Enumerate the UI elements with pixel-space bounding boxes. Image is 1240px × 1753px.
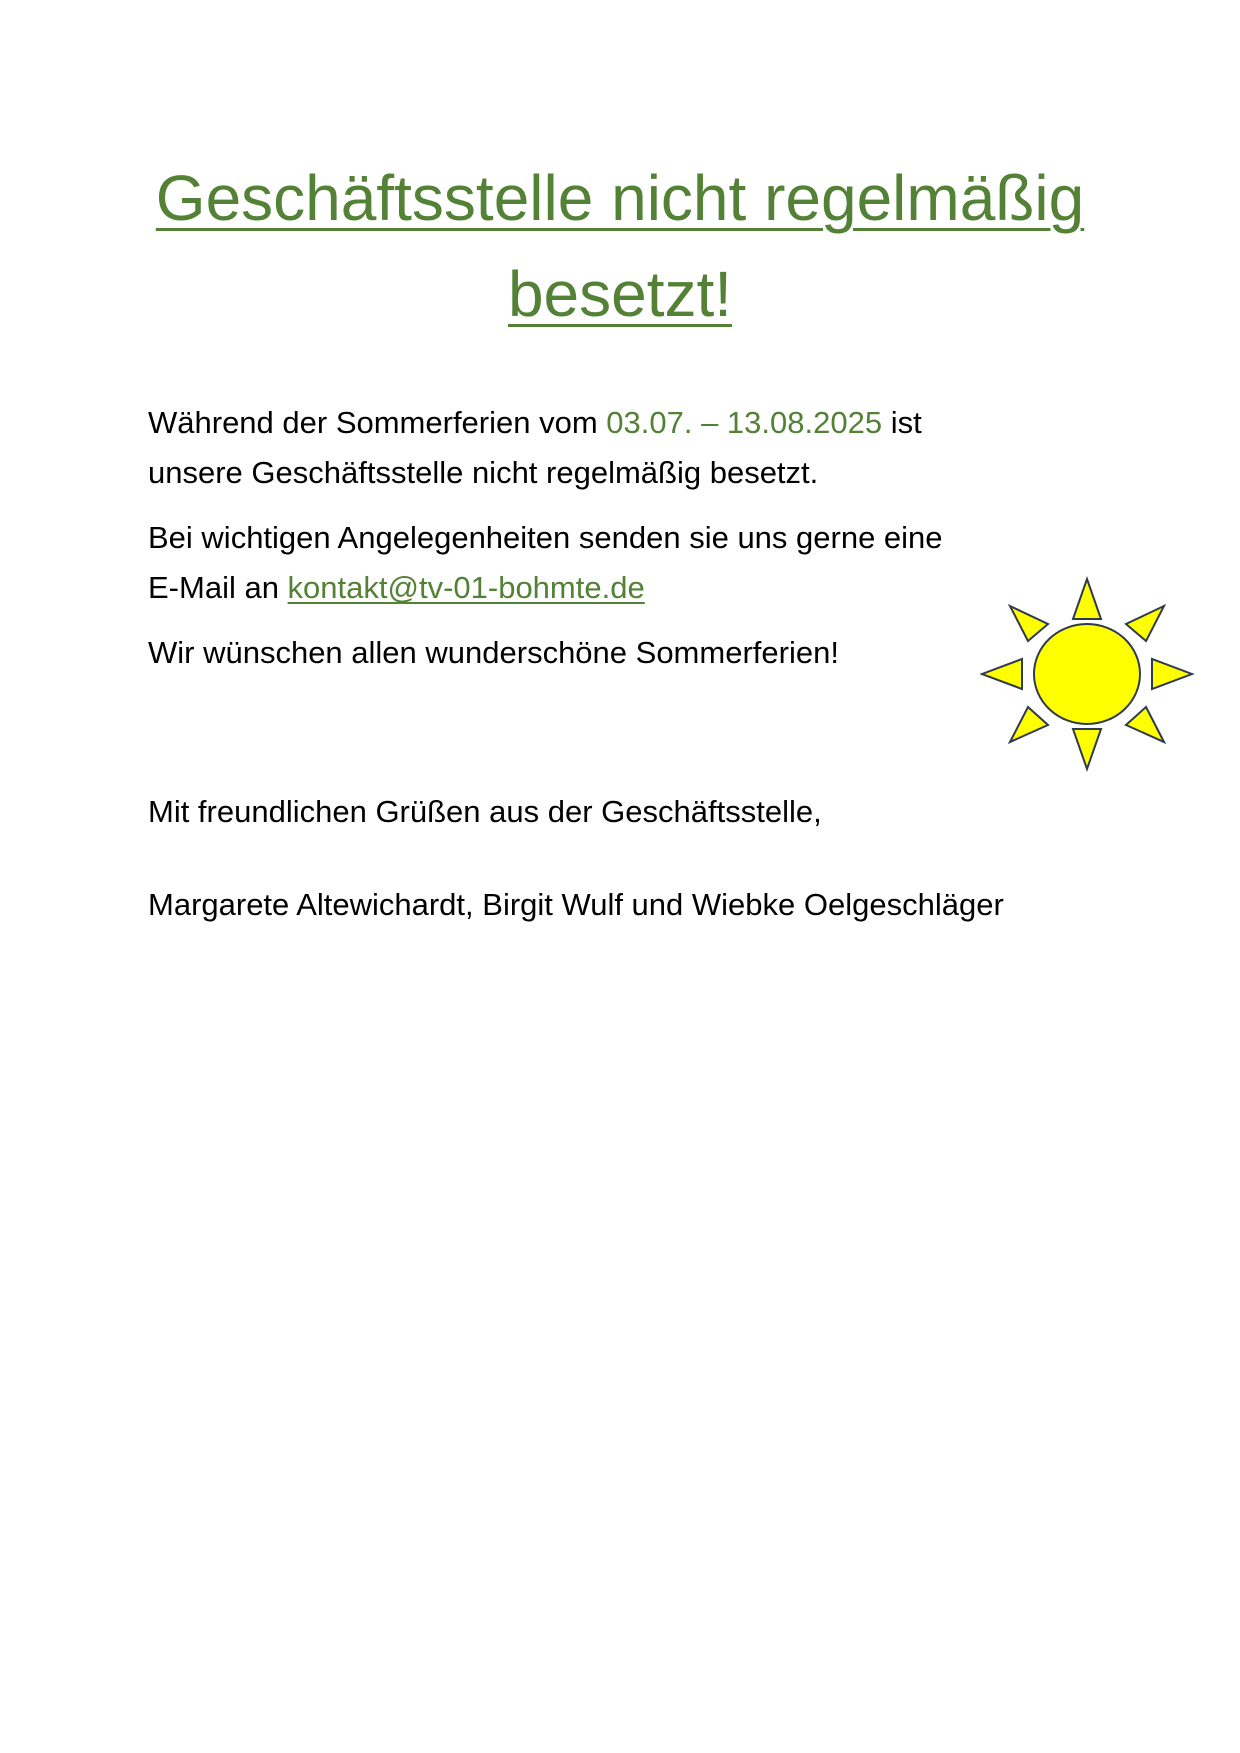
title-line-2: besetzt! (507, 258, 733, 330)
contact-text-line-1: Bei wichtigen Angelegenheiten senden sie uns gerne eine (148, 520, 943, 555)
contact-paragraph (148, 513, 1068, 613)
sun-ray-top (1073, 579, 1101, 619)
email-link[interactable]: kontakt@tv-01-bohmte.de (287, 570, 645, 605)
page-title (100, 150, 1140, 342)
title-line-1: Geschäftsstelle nicht regelmäßig (155, 162, 1085, 234)
sun-ray-left (982, 659, 1022, 689)
sun-ray-bottom (1073, 729, 1101, 769)
sun-ray-bottom-left (1010, 707, 1048, 742)
sun-ray-top-left (1010, 606, 1048, 641)
holiday-dates: 03.07. – 13.08.2025 (606, 405, 883, 440)
holiday-text-suffix: ist (882, 405, 922, 440)
sun-ray-bottom-right (1126, 707, 1164, 742)
sun-disc (1034, 624, 1140, 724)
holiday-text-line-2: unsere Geschäftsstelle nicht regelmäßig besetzt. (148, 455, 819, 490)
sun-ray-top-right (1126, 606, 1164, 641)
holiday-text-prefix: Während der Sommerferien vom (148, 405, 607, 440)
sun-icon (980, 575, 1196, 775)
contact-text-prefix: E-Mail an (148, 570, 288, 605)
wishes-paragraph: Wir wünschen allen wunderschöne Sommerferien! (148, 635, 839, 670)
sun-ray-right (1152, 659, 1192, 689)
greeting-line: Mit freundlichen Grüßen aus der Geschäftsstelle, (148, 794, 822, 829)
signature-names: Margarete Altewichardt, Birgit Wulf und Wiebke Oelgeschläger (148, 887, 1004, 922)
summer-holiday-paragraph (148, 398, 1068, 498)
